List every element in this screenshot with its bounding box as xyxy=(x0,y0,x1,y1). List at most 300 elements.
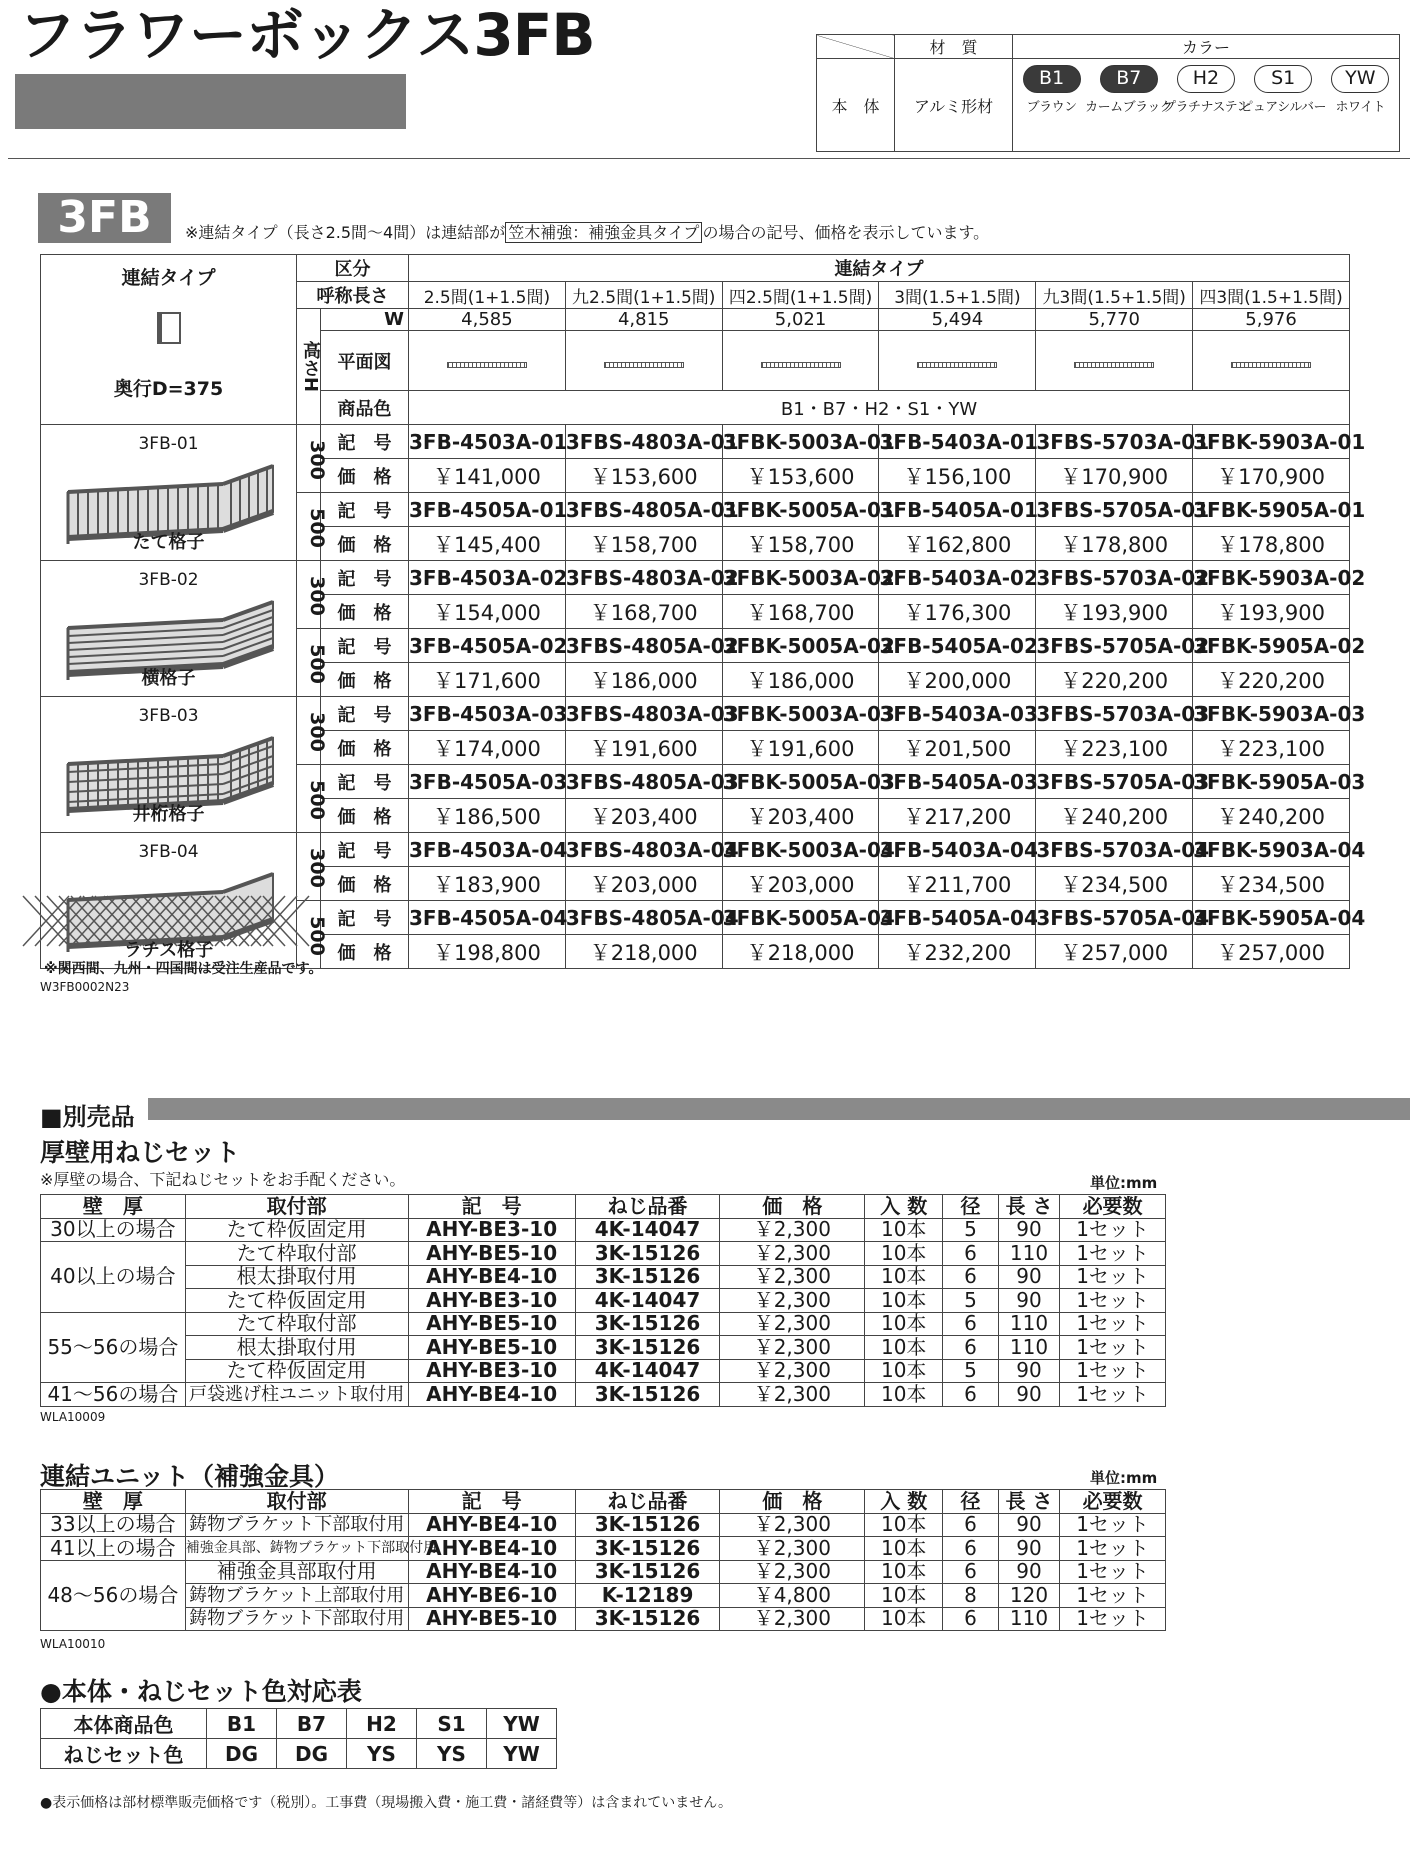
price: ￥2,300 xyxy=(720,1289,865,1313)
table-row xyxy=(41,1383,1166,1407)
diameter: 5 xyxy=(943,1289,999,1313)
height-value: 500 xyxy=(305,507,328,548)
height-cell xyxy=(297,561,328,629)
product-price: ￥158,700 xyxy=(722,527,879,561)
product-code: 3FBS-4805A-02 xyxy=(565,629,722,663)
product-code: 3FB-5405A-02 xyxy=(879,629,1036,663)
table-row xyxy=(41,1560,1166,1584)
product-price: ￥186,000 xyxy=(565,663,722,697)
height-value: 500 xyxy=(305,915,328,956)
mount-part: 補強金具部取付用 xyxy=(185,1560,408,1584)
product-price: ￥203,400 xyxy=(565,799,722,833)
diameter: 6 xyxy=(943,1560,999,1584)
type-label: 連結タイプ xyxy=(121,267,216,289)
product-price: ￥153,600 xyxy=(722,459,879,493)
mount-part: 根太掛取付用 xyxy=(185,1265,408,1289)
product-price: ￥257,000 xyxy=(1193,935,1350,969)
required-qty: 1セット xyxy=(1060,1584,1166,1608)
part-code: AHY-BE3-10 xyxy=(408,1289,575,1313)
required-qty: 1セット xyxy=(1060,1312,1166,1336)
product-price: ￥170,900 xyxy=(1193,459,1350,493)
height-label xyxy=(297,309,321,425)
part-code: AHY-BE5-10 xyxy=(408,1242,575,1266)
product-code: 3FBS-5705A-01 xyxy=(1036,493,1193,527)
color-name: カームブラック xyxy=(1085,100,1173,115)
price-label: 価 格 xyxy=(321,867,409,901)
length-value: 九3間(1.5+1.5間) xyxy=(1036,282,1193,309)
price-label: 価 格 xyxy=(321,731,409,765)
quantity: 10本 xyxy=(865,1218,943,1242)
product-code: 3FB-5403A-04 xyxy=(879,833,1036,867)
disclaimer: ●表示価格は部材標準販売価格です（税別）。工事費（現場搬入費・施工費・諸経費等）は含まれていません。 xyxy=(40,1795,733,1811)
quantity: 10本 xyxy=(865,1336,943,1360)
product-code: 3FBS-5703A-01 xyxy=(1036,425,1193,459)
height-cell xyxy=(297,697,328,765)
product-price: ￥234,500 xyxy=(1036,867,1193,901)
mount-part: たて枠仮固定用 xyxy=(185,1359,408,1383)
product-code: 3FBK-5003A-04 xyxy=(722,833,879,867)
product-code: 3FBK-5903A-04 xyxy=(1193,833,1350,867)
color-chip xyxy=(1014,65,1089,115)
color-chip xyxy=(1085,65,1173,115)
screw-code: 3K-15126 xyxy=(575,1336,720,1360)
divider xyxy=(8,158,1410,159)
required-qty: 1セット xyxy=(1060,1265,1166,1289)
color-chip xyxy=(1162,65,1250,115)
column-header: 記 号 xyxy=(408,1195,575,1219)
product-price: ￥220,200 xyxy=(1193,663,1350,697)
product-code: 3FBS-4803A-01 xyxy=(565,425,722,459)
screw-code: K-12189 xyxy=(575,1584,720,1608)
color-chip xyxy=(1323,65,1398,115)
mount-part: 鋳物ブラケット上部取付用 xyxy=(185,1584,408,1608)
length: 120 xyxy=(998,1584,1059,1608)
product-code: 3FBK-5003A-03 xyxy=(722,697,879,731)
product-price: ￥203,000 xyxy=(722,867,879,901)
width-value: 5,494 xyxy=(879,309,1036,331)
column-header: 長 さ xyxy=(998,1195,1059,1219)
product-code: 3FB-5405A-01 xyxy=(879,493,1036,527)
plan-cell xyxy=(1193,331,1350,391)
product-code: 3FBK-5905A-04 xyxy=(1193,901,1350,935)
required-qty: 1セット xyxy=(1060,1513,1166,1537)
code-label: 記 号 xyxy=(321,833,409,867)
quantity: 10本 xyxy=(865,1289,943,1313)
diameter: 8 xyxy=(943,1584,999,1608)
product-box xyxy=(41,562,296,696)
required-qty: 1セット xyxy=(1060,1242,1166,1266)
product-price: ￥174,000 xyxy=(409,731,566,765)
product-price: ￥183,900 xyxy=(409,867,566,901)
part-code: AHY-BE4-10 xyxy=(408,1513,575,1537)
product-name: 横格子 xyxy=(141,667,196,689)
table-row xyxy=(41,1218,1166,1242)
price: ￥2,300 xyxy=(720,1218,865,1242)
product-price: ￥211,700 xyxy=(879,867,1036,901)
mount-part: 鋳物ブラケット下部取付用 xyxy=(185,1513,408,1537)
product-code: 3FBK-5905A-03 xyxy=(1193,765,1350,799)
body-color-label: 本体商品色 xyxy=(41,1709,207,1739)
product-price: ￥156,100 xyxy=(879,459,1036,493)
type-cell xyxy=(41,255,297,425)
product-price: ￥170,900 xyxy=(1036,459,1193,493)
width-value: 5,976 xyxy=(1193,309,1350,331)
product-price: ￥201,500 xyxy=(879,731,1036,765)
wall-thickness: 30以上の場合 xyxy=(41,1218,186,1242)
quantity: 10本 xyxy=(865,1383,943,1407)
options-bar xyxy=(148,1098,1410,1120)
product-price: ￥203,000 xyxy=(565,867,722,901)
product-code: 3FB-4505A-04 xyxy=(409,901,566,935)
diameter: 5 xyxy=(943,1359,999,1383)
product-price: ￥141,000 xyxy=(409,459,566,493)
product-price: ￥178,800 xyxy=(1193,527,1350,561)
product-code: 3FB-5403A-03 xyxy=(879,697,1036,731)
screw-color: YS xyxy=(417,1739,487,1769)
column-header: 必要数 xyxy=(1060,1195,1166,1219)
wall-thickness: 55～56の場合 xyxy=(41,1312,186,1383)
table-row xyxy=(41,1513,1166,1537)
product-code: 3FB-4503A-03 xyxy=(409,697,566,731)
part-code: AHY-BE4-10 xyxy=(408,1560,575,1584)
height-value: 300 xyxy=(305,847,328,888)
product-code: 3FBK-5903A-02 xyxy=(1193,561,1350,595)
screw-color: DG xyxy=(207,1739,277,1769)
table-row xyxy=(41,1336,1166,1360)
product-cell xyxy=(41,697,297,833)
screw-color: YW xyxy=(487,1739,557,1769)
page-title: フラワーボックス3FB xyxy=(18,1,595,69)
material-value: アルミ形材 xyxy=(895,59,1013,152)
part-code: AHY-BE4-10 xyxy=(408,1265,575,1289)
product-price: ￥223,100 xyxy=(1193,731,1350,765)
product-code: 3FBS-5703A-02 xyxy=(1036,561,1193,595)
body-color: S1 xyxy=(417,1709,487,1739)
part-code: AHY-BE5-10 xyxy=(408,1312,575,1336)
column-header: 入 数 xyxy=(865,1195,943,1219)
product-code: 3FBS-5705A-04 xyxy=(1036,901,1193,935)
product-code: 3FBS-4803A-04 xyxy=(565,833,722,867)
wall-thickness: 40以上の場合 xyxy=(41,1242,186,1313)
length: 90 xyxy=(998,1265,1059,1289)
mount-part: 鋳物ブラケット下部取付用 xyxy=(185,1607,408,1631)
plan-icon xyxy=(604,362,684,368)
required-qty: 1セット xyxy=(1060,1537,1166,1561)
product-code: 3FB-5405A-03 xyxy=(879,765,1036,799)
column-header: 壁 厚 xyxy=(41,1195,186,1219)
color-header: カラー xyxy=(1013,35,1400,59)
plan-cell xyxy=(879,331,1036,391)
screw-code: 4K-14047 xyxy=(575,1289,720,1313)
quantity: 10本 xyxy=(865,1537,943,1561)
product-price: ￥191,600 xyxy=(722,731,879,765)
height-cell xyxy=(297,833,328,901)
column-header: ねじ品番 xyxy=(575,1195,720,1219)
product-code: 3FB-4503A-04 xyxy=(409,833,566,867)
product-price: ￥162,800 xyxy=(879,527,1036,561)
product-price: ￥203,400 xyxy=(722,799,879,833)
product-code: 3FB-5405A-04 xyxy=(879,901,1036,935)
column-header: 入 数 xyxy=(865,1490,943,1514)
screw-code: 3K-15126 xyxy=(575,1560,720,1584)
units-unit: 単位:mm xyxy=(1090,1469,1158,1487)
quantity: 10本 xyxy=(865,1359,943,1383)
colormap-table xyxy=(40,1708,557,1769)
product-code: 3FBS-5703A-03 xyxy=(1036,697,1193,731)
product-box xyxy=(41,426,296,560)
product-name: たて格子 xyxy=(132,531,205,553)
product-code: 3FBK-5005A-01 xyxy=(722,493,879,527)
column-header: 価 格 xyxy=(720,1195,865,1219)
color-chip xyxy=(1240,65,1327,115)
length-value: 2.5間(1+1.5間) xyxy=(409,282,566,309)
product-price: ￥240,200 xyxy=(1036,799,1193,833)
product-price: ￥176,300 xyxy=(879,595,1036,629)
code-label: 記 号 xyxy=(321,425,409,459)
plan-icon xyxy=(1231,362,1311,368)
length: 110 xyxy=(998,1336,1059,1360)
product-name: 井桁格子 xyxy=(132,803,205,825)
required-qty: 1セット xyxy=(1060,1607,1166,1631)
screw-color: YS xyxy=(347,1739,417,1769)
plan-cell xyxy=(409,331,566,391)
product-id: 3FB-03 xyxy=(138,705,199,726)
screw-color: DG xyxy=(277,1739,347,1769)
part-code: AHY-BE3-10 xyxy=(408,1218,575,1242)
screw-code: 4K-14047 xyxy=(575,1359,720,1383)
body-color: H2 xyxy=(347,1709,417,1739)
product-price: ￥145,400 xyxy=(409,527,566,561)
code-label: 記 号 xyxy=(321,697,409,731)
body-label: 本 体 xyxy=(817,59,895,152)
screws-ref: WLA10009 xyxy=(40,1410,106,1424)
diameter: 6 xyxy=(943,1312,999,1336)
product-box xyxy=(41,834,296,968)
wall-thickness: 41～56の場合 xyxy=(41,1383,186,1407)
product-price: ￥154,000 xyxy=(409,595,566,629)
product-cell xyxy=(41,833,297,969)
color-chips xyxy=(1013,59,1400,152)
length: 90 xyxy=(998,1537,1059,1561)
screw-code: 4K-14047 xyxy=(575,1218,720,1242)
product-price: ￥200,000 xyxy=(879,663,1036,697)
product-price: ￥153,600 xyxy=(565,459,722,493)
diameter: 5 xyxy=(943,1218,999,1242)
height-text: 高さH xyxy=(300,340,321,393)
price: ￥2,300 xyxy=(720,1537,865,1561)
product-box xyxy=(41,698,296,832)
color-label: 商品色 xyxy=(321,391,409,425)
product-price: ￥198,800 xyxy=(409,935,566,969)
product-code: 3FBK-5003A-01 xyxy=(722,425,879,459)
diameter: 6 xyxy=(943,1537,999,1561)
price: ￥2,300 xyxy=(720,1607,865,1631)
price: ￥2,300 xyxy=(720,1265,865,1289)
price: ￥2,300 xyxy=(720,1242,865,1266)
product-price: ￥191,600 xyxy=(565,731,722,765)
quantity: 10本 xyxy=(865,1312,943,1336)
height-value: 300 xyxy=(305,439,328,480)
product-price: ￥218,000 xyxy=(565,935,722,969)
units-title: 連結ユニット（補強金具） xyxy=(40,1462,340,1491)
body-color: B1 xyxy=(207,1709,277,1739)
product-code: 3FBK-5903A-01 xyxy=(1193,425,1350,459)
footnote: ※関西間、九州・四国間は受注生産品です。 xyxy=(44,961,323,977)
section-label: 3FB xyxy=(38,193,171,243)
product-price: ￥178,800 xyxy=(1036,527,1193,561)
color-code: YW xyxy=(1331,65,1389,93)
required-qty: 1セット xyxy=(1060,1289,1166,1313)
product-price: ￥240,200 xyxy=(1193,799,1350,833)
screws-unit: 単位:mm xyxy=(1090,1174,1158,1192)
product-price: ￥220,200 xyxy=(1036,663,1193,697)
table-row xyxy=(41,1289,1166,1313)
height-value: 300 xyxy=(305,575,328,616)
length-head: 呼称長さ xyxy=(297,282,409,309)
product-price: ￥193,900 xyxy=(1036,595,1193,629)
length-value: 九2.5間(1+1.5間) xyxy=(565,282,722,309)
product-price: ￥234,500 xyxy=(1193,867,1350,901)
product-code: 3FBK-5005A-04 xyxy=(722,901,879,935)
section-note: ※連結タイプ（長さ2.5間～4間）は連結部が 笠木補強：補強金具タイプ の場合の記号、価格を表示しています。 xyxy=(185,223,990,242)
price-label: 価 格 xyxy=(321,459,409,493)
body-color: YW xyxy=(487,1709,557,1739)
color-name: ブラウン xyxy=(1026,100,1077,115)
length: 110 xyxy=(998,1242,1059,1266)
quantity: 10本 xyxy=(865,1265,943,1289)
length: 90 xyxy=(998,1513,1059,1537)
width-value: 4,585 xyxy=(409,309,566,331)
product-cell xyxy=(41,561,297,697)
product-name: ラチス格子 xyxy=(123,939,214,961)
mount-part: たて枠仮固定用 xyxy=(185,1289,408,1313)
plan-icon xyxy=(761,362,841,368)
product-code: 3FBK-5005A-02 xyxy=(722,629,879,663)
product-price: ￥186,000 xyxy=(722,663,879,697)
column-header: 径 xyxy=(943,1490,999,1514)
product-code: 3FBS-5705A-02 xyxy=(1036,629,1193,663)
part-code: AHY-BE3-10 xyxy=(408,1359,575,1383)
screw-code: 3K-15126 xyxy=(575,1312,720,1336)
color-code: H2 xyxy=(1177,65,1235,93)
units-table xyxy=(40,1489,1166,1631)
material-table xyxy=(816,34,1400,152)
w-label: W xyxy=(321,309,409,331)
height-cell xyxy=(297,425,328,493)
height-cell xyxy=(297,629,328,697)
product-code: 3FB-4505A-03 xyxy=(409,765,566,799)
mount-part: 戸袋逃げ柱ユニット取付用 xyxy=(185,1383,408,1407)
product-code: 3FBK-5003A-02 xyxy=(722,561,879,595)
height-cell xyxy=(297,493,328,561)
color-name: ピュアシルバー xyxy=(1240,100,1327,115)
code-label: 記 号 xyxy=(321,901,409,935)
price: ￥2,300 xyxy=(720,1359,865,1383)
product-price: ￥168,700 xyxy=(565,595,722,629)
height-value: 300 xyxy=(305,711,328,752)
screw-code: 3K-15126 xyxy=(575,1537,720,1561)
screw-color-label: ねじセット色 xyxy=(41,1739,207,1769)
type-head: 連結タイプ xyxy=(409,255,1350,282)
diameter: 6 xyxy=(943,1607,999,1631)
column-header: 径 xyxy=(943,1195,999,1219)
price-label: 価 格 xyxy=(321,595,409,629)
price: ￥2,300 xyxy=(720,1513,865,1537)
screw-code: 3K-15126 xyxy=(575,1607,720,1631)
mount-part: 補強金具部、鋳物ブラケット下部取付用 xyxy=(185,1537,408,1561)
wall-thickness: 48～56の場合 xyxy=(41,1560,186,1631)
diameter: 6 xyxy=(943,1242,999,1266)
plan-icon xyxy=(1074,362,1154,368)
width-value: 4,815 xyxy=(565,309,722,331)
price: ￥4,800 xyxy=(720,1584,865,1608)
product-price: ￥218,000 xyxy=(722,935,879,969)
product-code: 3FB-5403A-01 xyxy=(879,425,1036,459)
table-row xyxy=(41,1537,1166,1561)
column-header: 壁 厚 xyxy=(41,1490,186,1514)
mount-part: たて枠取付部 xyxy=(185,1242,408,1266)
required-qty: 1セット xyxy=(1060,1336,1166,1360)
product-price: ￥171,600 xyxy=(409,663,566,697)
price: ￥2,300 xyxy=(720,1312,865,1336)
product-price: ￥223,100 xyxy=(1036,731,1193,765)
price-label: 価 格 xyxy=(321,663,409,697)
length: 110 xyxy=(998,1607,1059,1631)
material-header: 材 質 xyxy=(895,35,1013,59)
product-price: ￥257,000 xyxy=(1036,935,1193,969)
part-code: AHY-BE5-10 xyxy=(408,1336,575,1360)
wall-thickness: 41以上の場合 xyxy=(41,1537,186,1561)
column-header: 取付部 xyxy=(185,1490,408,1514)
quantity: 10本 xyxy=(865,1560,943,1584)
part-code: AHY-BE5-10 xyxy=(408,1607,575,1631)
column-header: ねじ品番 xyxy=(575,1490,720,1514)
product-code: 3FBS-4805A-04 xyxy=(565,901,722,935)
height-value: 500 xyxy=(305,779,328,820)
plan-label: 平面図 xyxy=(321,331,409,391)
product-code: 3FBS-4803A-02 xyxy=(565,561,722,595)
length: 90 xyxy=(998,1560,1059,1584)
required-qty: 1セット xyxy=(1060,1218,1166,1242)
length-value: 3間(1.5+1.5間) xyxy=(879,282,1036,309)
product-code: 3FB-4505A-02 xyxy=(409,629,566,663)
product-code: 3FBK-5905A-02 xyxy=(1193,629,1350,663)
product-price: ￥193,900 xyxy=(1193,595,1350,629)
options-heading: ■別売品 xyxy=(40,1103,135,1131)
table-row xyxy=(41,1265,1166,1289)
length: 90 xyxy=(998,1359,1059,1383)
length: 90 xyxy=(998,1383,1059,1407)
table-row xyxy=(41,1312,1166,1336)
screw-code: 3K-15126 xyxy=(575,1513,720,1537)
product-id: 3FB-02 xyxy=(138,569,199,590)
quantity: 10本 xyxy=(865,1607,943,1631)
color-name: ホワイト xyxy=(1335,100,1386,115)
color-code: B1 xyxy=(1023,65,1081,93)
length: 110 xyxy=(998,1312,1059,1336)
diameter: 6 xyxy=(943,1336,999,1360)
type-icon xyxy=(157,312,181,344)
height-value: 500 xyxy=(305,643,328,684)
code-label: 記 号 xyxy=(321,765,409,799)
price-table xyxy=(40,254,1366,969)
quantity: 10本 xyxy=(865,1584,943,1608)
width-value: 5,021 xyxy=(722,309,879,331)
length: 90 xyxy=(998,1289,1059,1313)
color-name: プラチナステン xyxy=(1162,100,1250,115)
height-cell xyxy=(297,765,328,833)
mount-part: たて枠仮固定用 xyxy=(185,1218,408,1242)
